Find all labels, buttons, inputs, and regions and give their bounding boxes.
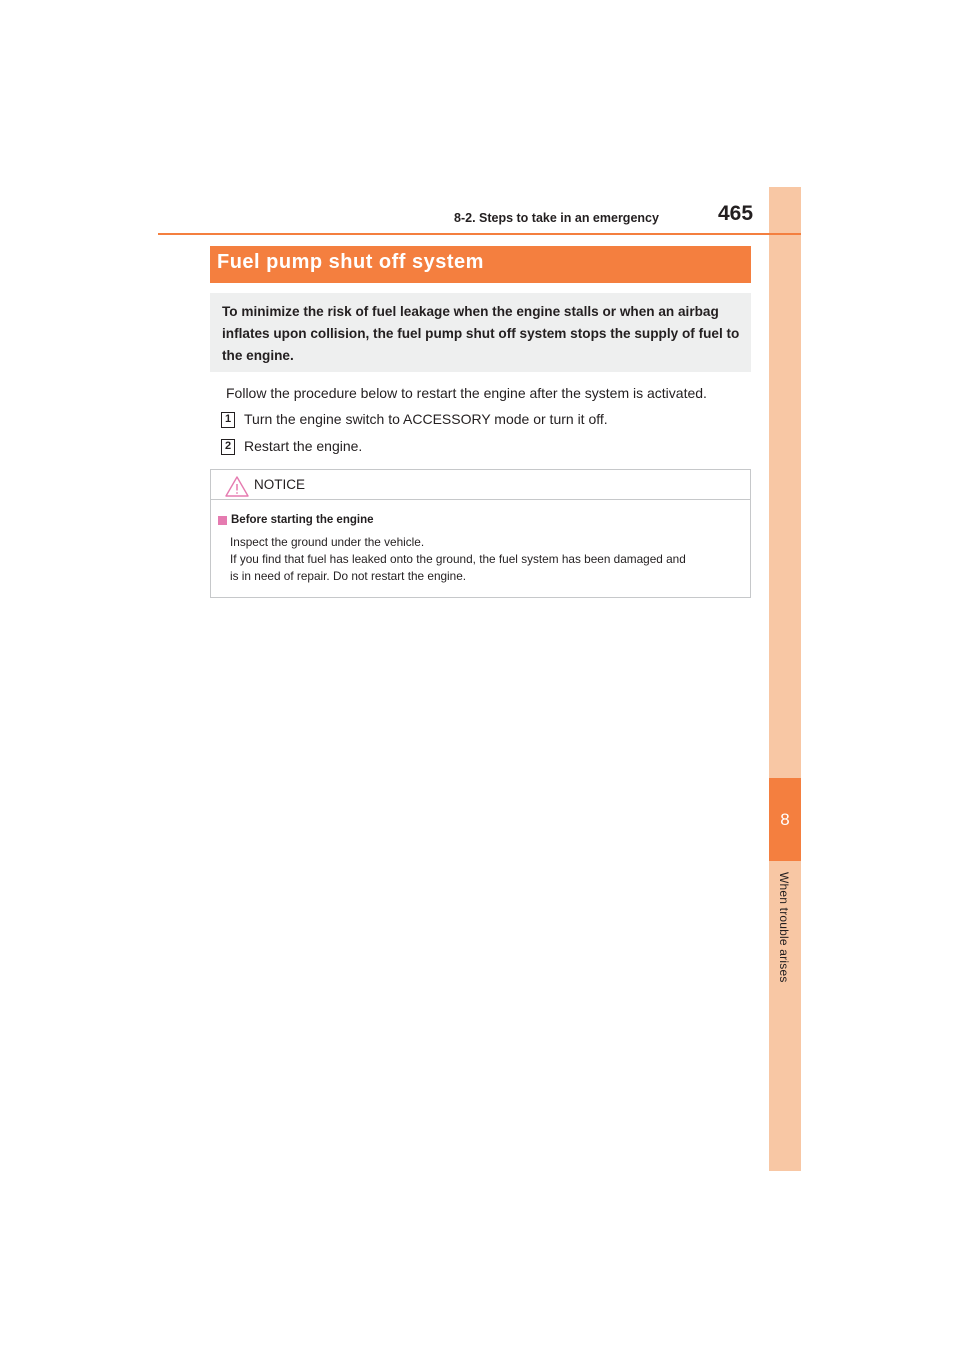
step-number-badge: 2 [221,439,235,455]
intro-box [210,293,751,372]
step-text: Turn the engine switch to ACCESSORY mode or turn it off. [244,411,608,427]
notice-box [210,469,751,598]
section-header: 8-2. Steps to take in an emergency [454,211,659,225]
notice-line: Inspect the ground under the vehicle. [230,535,425,549]
bullet-square-icon [218,516,227,525]
chapter-title-label: When trouble arises [777,872,791,983]
chapter-number-tab: 8 [769,778,801,861]
section-title: Fuel pump shut off system [210,246,751,283]
step-number-badge: 1 [221,412,235,428]
notice-header [211,470,750,500]
notice-subheading-text: Before starting the engine [231,514,374,526]
notice-subheading [218,514,374,526]
intro-line: inflates upon collision, the fuel pump shut off system stops the supply of fuel to [222,326,740,341]
intro-line: the engine. [222,348,294,363]
procedure-lead: Follow the procedure below to restart the engine after the system is activated. [226,385,707,401]
notice-title: NOTICE [254,477,306,492]
intro-line: To minimize the risk of fuel leakage when the engine stalls or when an airbag [222,304,719,319]
side-tab-strip [769,187,801,1171]
warning-triangle-icon [225,476,249,497]
step-text: Restart the engine. [244,438,363,454]
notice-line: is in need of repair. Do not restart the engine. [230,569,467,583]
page-number: 465 [718,202,754,225]
header-divider [158,233,801,235]
notice-line: If you find that fuel has leaked onto the ground, the fuel system has been damaged and [230,552,686,566]
